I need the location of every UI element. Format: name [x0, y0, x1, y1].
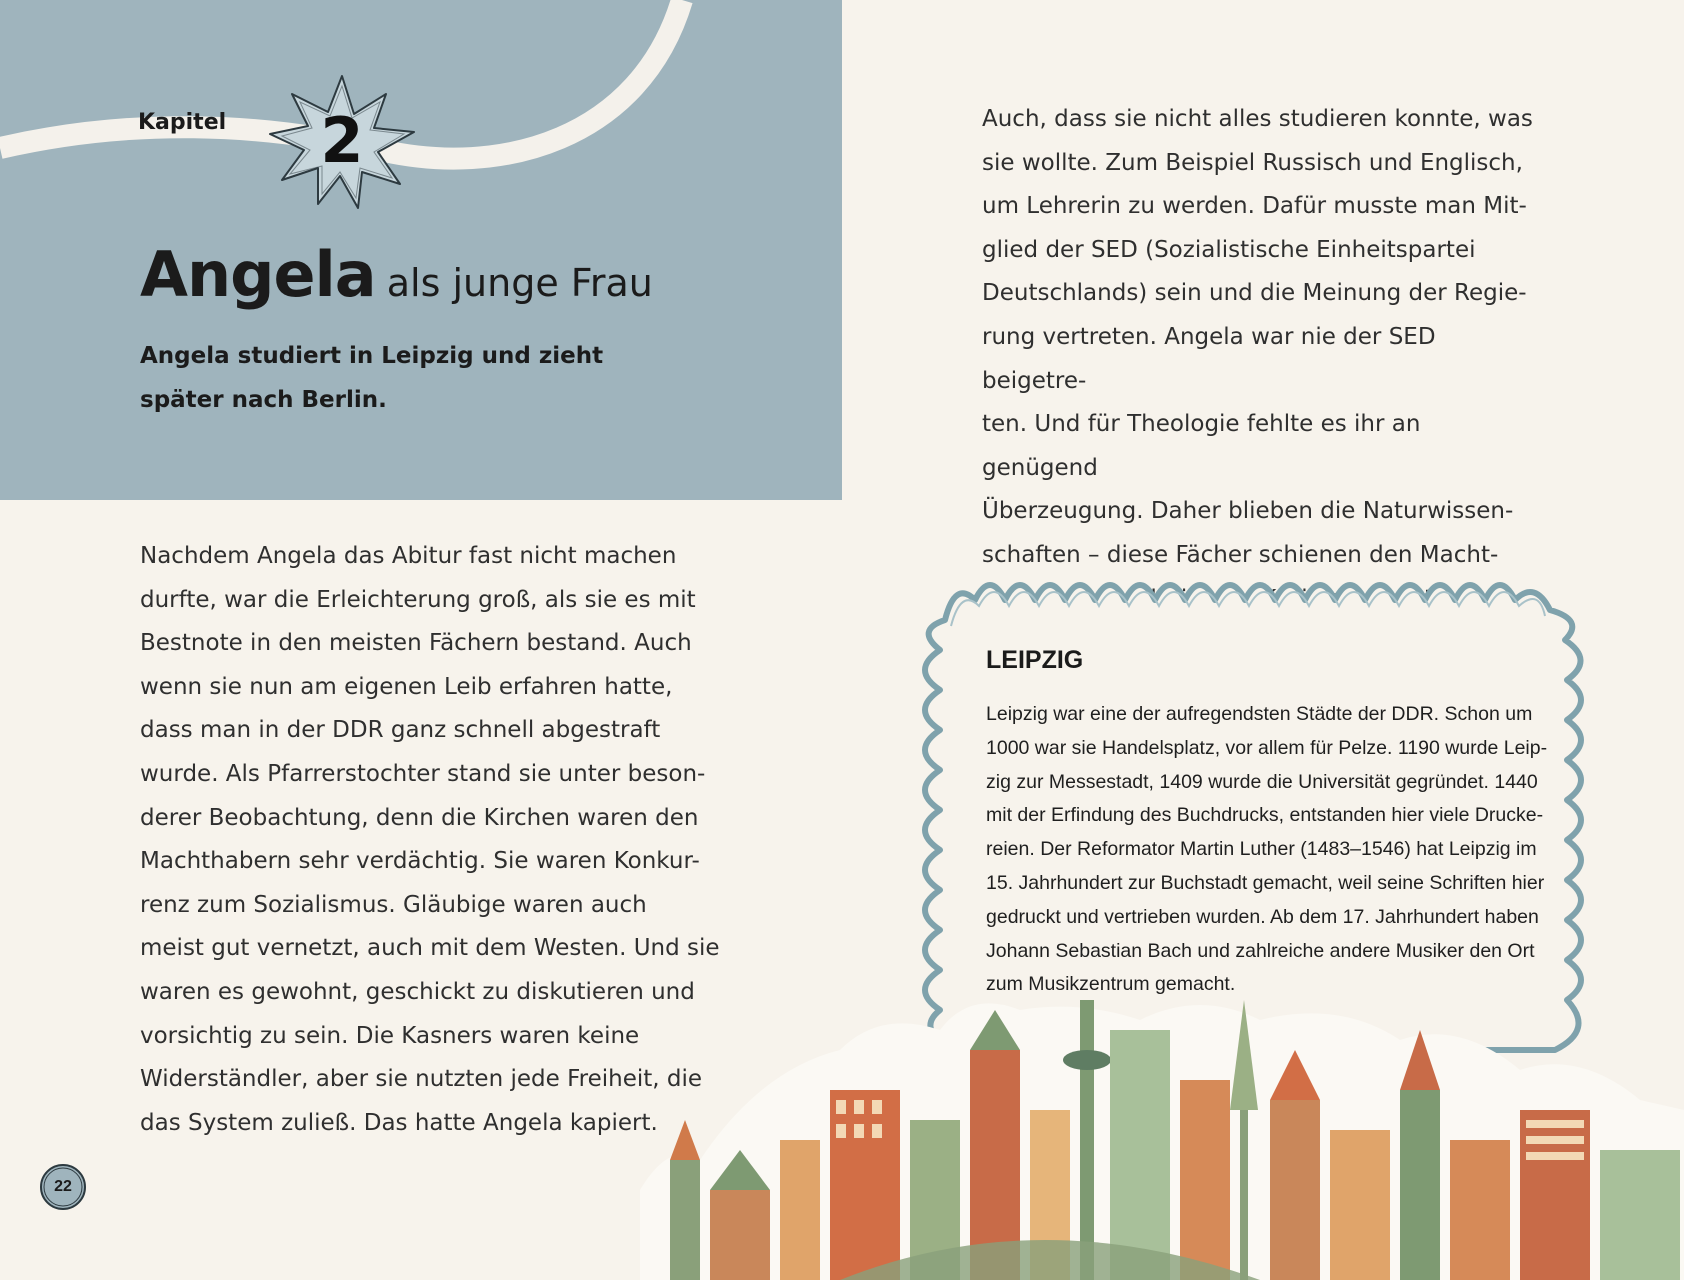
info-line: reien. Der Reformator Martin Luther (1483–1546) hat Leipzig im: [986, 838, 1537, 861]
text-line: Widerständler, aber sie nutzten jede Freiheit, die: [140, 1066, 703, 1093]
info-line: Leipzig war eine der aufregendsten Städte der DDR. Schon um: [986, 703, 1533, 725]
chapter-label: Kapitel: [138, 110, 227, 135]
text-line: Deutschlands) sein und die Meinung der Regie-: [982, 280, 1527, 307]
text-line: um Lehrerin zu werden. Dafür musste man Mit-: [982, 193, 1527, 220]
info-box-heading: LEIPZIG: [986, 646, 1084, 674]
info-line: gedruckt und vertrieben wurden. Ab dem 17. Jahrhundert haben: [986, 905, 1539, 928]
left-column-text: [140, 535, 720, 1145]
leipzig-skyline-illustration: [640, 990, 1684, 1280]
info-line: 15. Jahrhundert zur Buchstadt gemacht, weil seine Schriften hier: [986, 871, 1545, 894]
page-number: 22: [54, 1178, 72, 1195]
text-line: wenn sie nun am eigenen Leib erfahren hatte,: [140, 673, 673, 700]
text-line: ten. Und für Theologie fehlte es ihr an genügend: [982, 411, 1421, 481]
text-line: wurde. Als Pfarrerstochter stand sie unter beson-: [140, 760, 706, 787]
info-line: zum Musikzentrum gemacht.: [986, 973, 1236, 996]
text-line: Überzeugung. Daher blieben die Naturwissen-: [982, 498, 1514, 525]
chapter-number: 2: [320, 104, 364, 177]
text-line: vorsichtig zu sein. Die Kasners waren keine: [140, 1022, 640, 1049]
text-line: durfte, war die Erleichterung groß, als sie es mit: [140, 586, 696, 613]
text-line: Bestnote in den meisten Fächern bestand. Auch: [140, 630, 692, 657]
text-line: renz zum Sozialismus. Gläubige waren auch: [140, 891, 647, 918]
text-line: das System zuließ. Das hatte Angela kapiert.: [140, 1109, 658, 1136]
info-line: mit der Erfindung des Buchdrucks, entstanden hier viele Drucke-: [986, 804, 1544, 827]
right-column-text: [982, 98, 1542, 621]
text-line: Nachdem Angela das Abitur fast nicht machen: [140, 543, 677, 569]
text-line: waren es gewohnt, geschickt zu diskutieren und: [140, 978, 695, 1005]
text-line: rung vertreten. Angela war nie der SED beigetre-: [982, 323, 1436, 394]
text-line: glied der SED (Sozialistische Einheitspartei: [982, 236, 1476, 263]
chapter-star-icon: [262, 72, 422, 212]
title-sub: als junge Frau: [386, 261, 653, 305]
info-line: zig zur Messestadt, 1409 wurde die Universität gegründet. 1440: [986, 770, 1538, 793]
title-main: Angela: [140, 238, 376, 311]
text-line: Auch, dass sie nicht alles studieren konnte, was: [982, 106, 1533, 132]
text-line: sie wollte. Zum Beispiel Russisch und Englisch,: [982, 149, 1523, 176]
text-line: schaften – diese Fächer schienen den Macht-: [982, 541, 1499, 568]
text-line: derer Beobachtung, denn die Kirchen waren den: [140, 804, 699, 831]
info-box-text: [986, 698, 1571, 1002]
subtitle-line: später nach Berlin.: [140, 387, 387, 413]
text-line: Machthabern sehr verdächtig. Sie waren Konkur-: [140, 848, 700, 875]
subtitle-line: Angela studiert in Leipzig und zieht: [140, 343, 604, 369]
chapter-subtitle: [140, 334, 700, 422]
info-line: Johann Sebastian Bach und zahlreiche andere Musiker den Ort: [986, 939, 1535, 962]
info-line: 1000 war sie Handelsplatz, vor allem für Pelze. 1190 wurde Leip-: [986, 736, 1548, 759]
text-line: meist gut vernetzt, auch mit dem Westen. Und sie: [140, 935, 720, 962]
text-line: dass man in der DDR ganz schnell abgestraft: [140, 717, 661, 744]
chapter-title: [140, 238, 653, 311]
